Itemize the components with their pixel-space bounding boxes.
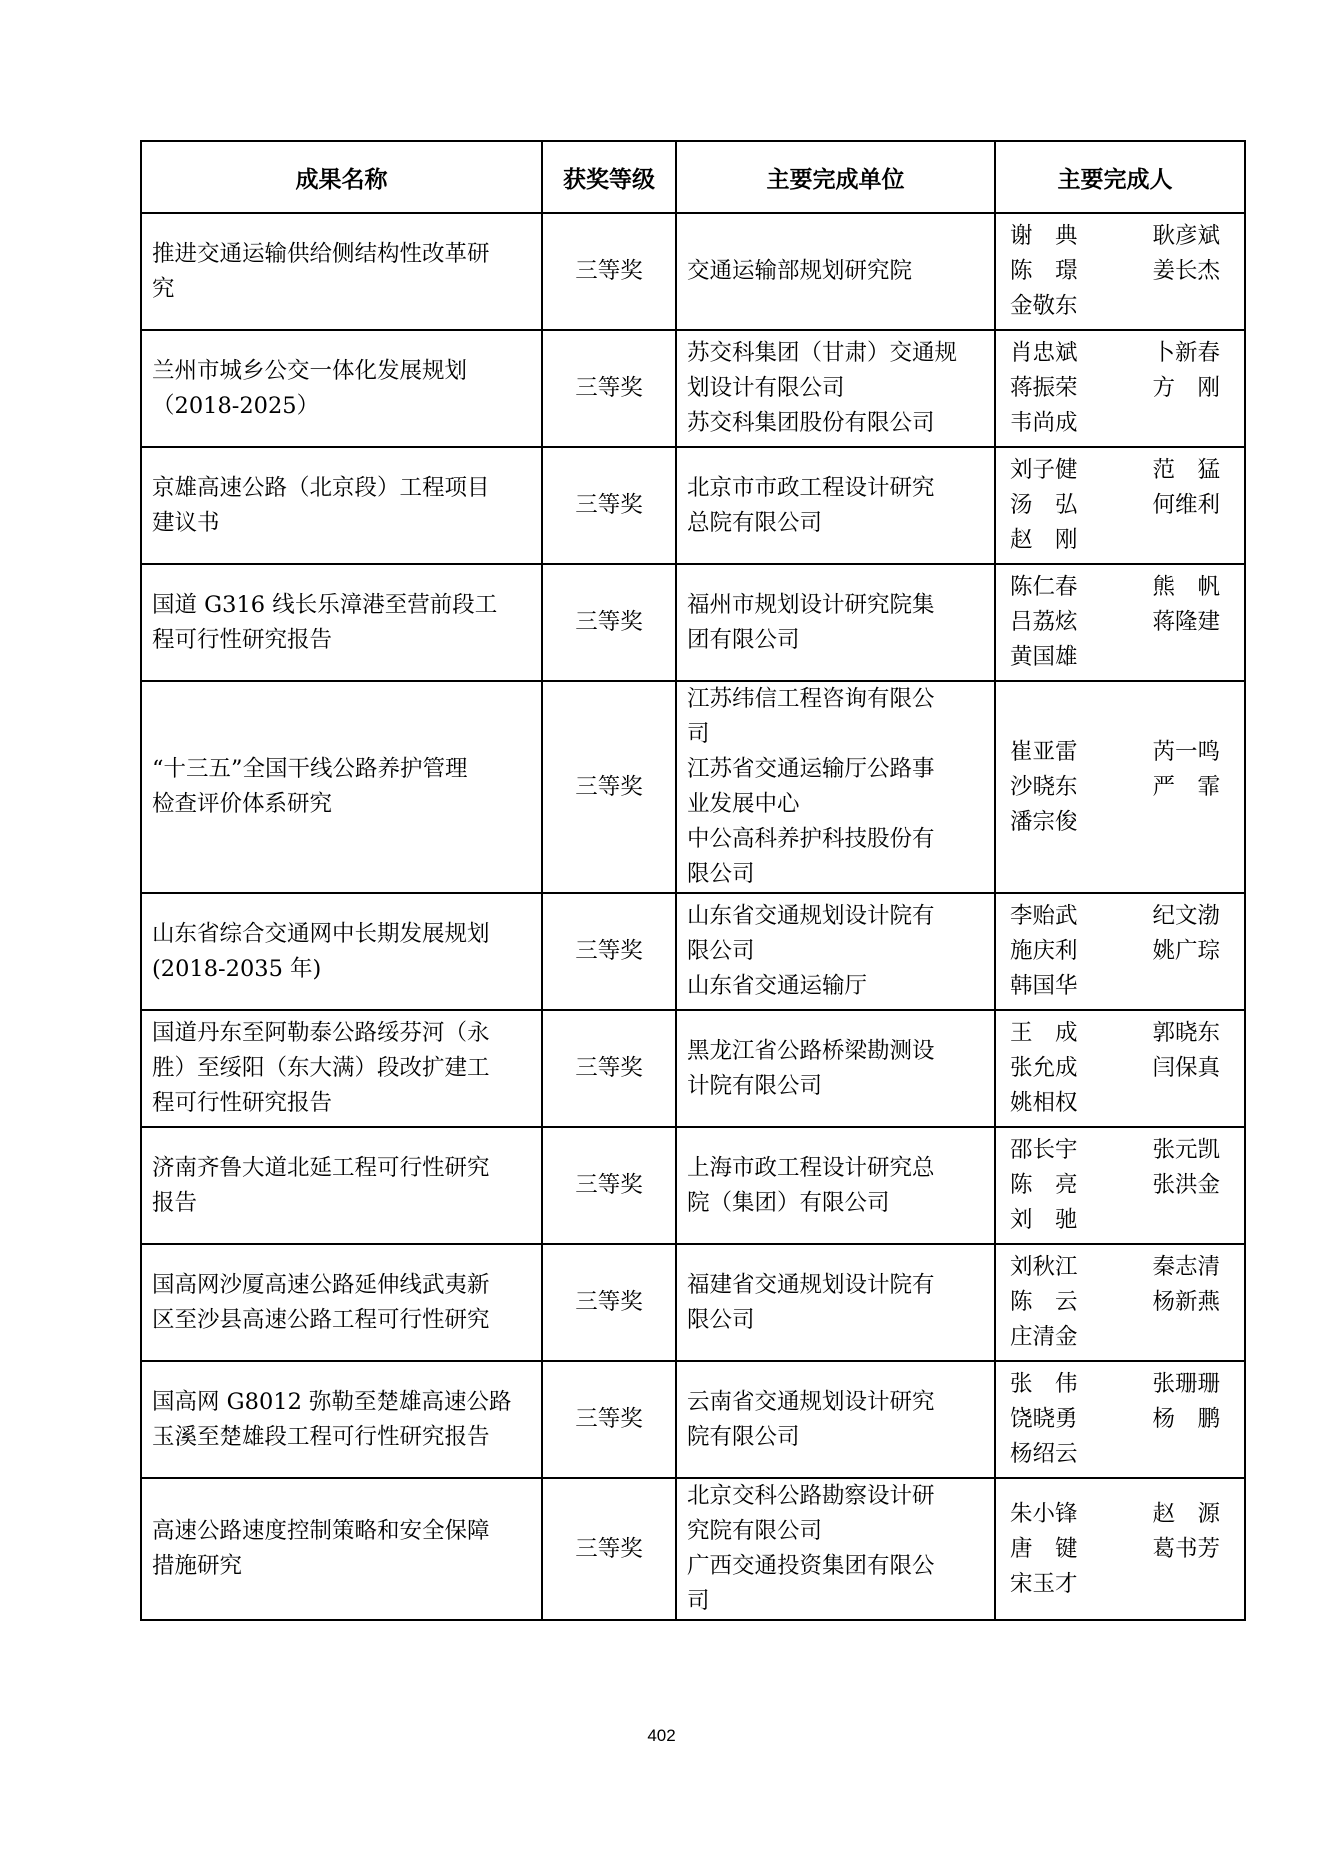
cell-project-name (141, 1010, 542, 1127)
cell-project-name (141, 681, 542, 893)
unit-line: 划设计有限公司 (687, 375, 845, 401)
cell-completing-units (676, 1127, 995, 1244)
people-line (1010, 969, 1220, 1004)
project-name-line: 国道 G316 线长乐漳港至营前段工 (152, 591, 498, 618)
person-name: 陈 云 (1010, 1289, 1078, 1315)
person-name: 饶晓勇 (1010, 1406, 1078, 1432)
unit-line: 究院有限公司 (687, 1518, 823, 1544)
people-line (1010, 289, 1220, 324)
unit-line: 苏交科集团（甘肃）交通规 (687, 340, 958, 366)
person-name: 方 刚 (1152, 375, 1220, 401)
project-name-line: 程可行性研究报告 (152, 626, 333, 653)
person-name: 闫保真 (1152, 1055, 1220, 1081)
project-name-line: 国高网 G8012 弥勒至楚雄高速公路 (152, 1388, 512, 1415)
person-name: 姚相权 (1010, 1090, 1078, 1116)
people-line (1010, 934, 1220, 969)
unit-line: 山东省交通运输厅 (687, 973, 868, 999)
people-line (1010, 1402, 1220, 1437)
person-name: 耿彦斌 (1152, 223, 1220, 249)
person-name: 金敬东 (1010, 293, 1078, 319)
table-row (141, 447, 1245, 564)
table-row (141, 330, 1245, 447)
cell-completing-units (676, 893, 995, 1010)
cell-award-level: 三等奖 (542, 1244, 676, 1361)
person-name: 秦志清 (1152, 1254, 1220, 1280)
people-line (1010, 254, 1220, 289)
table-row (141, 1361, 1245, 1478)
people-line (1010, 1016, 1220, 1051)
cell-completing-people (995, 1244, 1245, 1361)
project-name-line: 兰州市城乡公交一体化发展规划 (152, 357, 468, 384)
person-name: 张允成 (1010, 1055, 1078, 1081)
cell-completing-units (676, 1244, 995, 1361)
person-name: 葛书芳 (1152, 1535, 1220, 1562)
header-award-level: 获奖等级 (542, 141, 676, 213)
cell-completing-units (676, 681, 995, 893)
people-line (1010, 523, 1220, 558)
cell-award-level: 三等奖 (542, 1361, 676, 1478)
cell-completing-people (995, 447, 1245, 564)
people-line (1010, 640, 1220, 675)
person-name: 刘 驰 (1010, 1207, 1078, 1233)
project-name-line: 程可行性研究报告 (152, 1090, 333, 1116)
people-line (1010, 488, 1220, 523)
cell-project-name (141, 1478, 542, 1620)
person-name: 韦尚成 (1010, 410, 1078, 436)
person-name: 庄清金 (1010, 1324, 1078, 1350)
person-name: 唐 键 (1010, 1535, 1078, 1562)
person-name: 卜新春 (1152, 340, 1220, 366)
person-name: 赵 源 (1152, 1500, 1220, 1527)
person-name: 严 霏 (1152, 773, 1220, 800)
cell-project-name (141, 1244, 542, 1361)
unit-line: 上海市政工程设计研究总 (687, 1154, 935, 1181)
cell-completing-people (995, 564, 1245, 681)
table-row (141, 564, 1245, 681)
cell-completing-units (676, 1010, 995, 1127)
person-name: 杨 鹏 (1152, 1406, 1220, 1432)
unit-line: 限公司 (687, 938, 755, 964)
person-name: 韩国华 (1010, 973, 1078, 999)
unit-line: 院有限公司 (687, 1423, 800, 1450)
unit-line: 司 (687, 721, 710, 747)
cell-completing-units (676, 330, 995, 447)
person-name: 姜长杰 (1152, 258, 1220, 284)
person-name: 蒋隆建 (1152, 609, 1220, 635)
people-line (1010, 570, 1220, 605)
header-row (141, 141, 1245, 213)
unit-line: 交通运输部规划研究院 (687, 258, 913, 284)
unit-line: 计院有限公司 (687, 1072, 823, 1099)
person-name: 芮一鸣 (1152, 738, 1220, 765)
page-number: 402 (647, 1726, 676, 1745)
unit-line: 云南省交通规划设计研究 (687, 1388, 935, 1415)
table-body (141, 213, 1245, 1620)
people-line (1010, 735, 1220, 770)
project-name-line: “十三五”全国干线公路养护管理 (152, 756, 468, 782)
people-line (1010, 1320, 1220, 1355)
person-name: 宋玉才 (1010, 1570, 1078, 1597)
people-line (1010, 1250, 1220, 1285)
person-name: 张元凯 (1152, 1137, 1220, 1163)
person-name: 杨绍云 (1010, 1441, 1078, 1467)
cell-award-level: 三等奖 (542, 893, 676, 1010)
cell-completing-units (676, 1361, 995, 1478)
person-name: 王 成 (1010, 1020, 1078, 1046)
person-name: 崔亚雷 (1010, 738, 1078, 765)
header-completing-people: 主要完成人 (995, 141, 1245, 213)
table-row (141, 1010, 1245, 1127)
cell-award-level: 三等奖 (542, 330, 676, 447)
people-line (1010, 406, 1220, 441)
cell-completing-people (995, 893, 1245, 1010)
people-line (1010, 899, 1220, 934)
people-line (1010, 453, 1220, 488)
project-name-line: 国高网沙厦高速公路延伸线武夷新 (152, 1271, 490, 1298)
unit-line: 业发展中心 (687, 791, 800, 817)
project-name-line: 京雄高速公路（北京段）工程项目 (152, 474, 490, 501)
people-line (1010, 1285, 1220, 1320)
cell-completing-units (676, 447, 995, 564)
unit-line: 北京市市政工程设计研究 (687, 474, 935, 501)
table-row (141, 681, 1245, 893)
person-name: 张珊珊 (1152, 1371, 1220, 1397)
person-name: 范 猛 (1152, 457, 1220, 483)
cell-completing-people (995, 681, 1245, 893)
cell-award-level: 三等奖 (542, 213, 676, 330)
cell-project-name (141, 330, 542, 447)
unit-line: 福建省交通规划设计院有 (687, 1271, 935, 1298)
unit-line: 黑龙江省公路桥梁勘测设 (687, 1037, 935, 1064)
person-name: 赵 刚 (1010, 527, 1078, 553)
people-line (1010, 1203, 1220, 1238)
cell-project-name (141, 893, 542, 1010)
person-name: 朱小锋 (1010, 1500, 1078, 1527)
cell-completing-units (676, 1478, 995, 1620)
people-line (1010, 336, 1220, 371)
unit-line: 限公司 (687, 1306, 755, 1333)
people-line (1010, 1567, 1220, 1602)
person-name: 陈 璟 (1010, 258, 1078, 284)
header-completing-units: 主要完成单位 (676, 141, 995, 213)
unit-line: 院（集团）有限公司 (687, 1189, 890, 1216)
project-name-line: 山东省综合交通网中长期发展规划 (152, 920, 490, 947)
unit-line: 山东省交通规划设计院有 (687, 903, 935, 929)
cell-completing-units (676, 564, 995, 681)
people-line (1010, 805, 1220, 840)
person-name: 熊 帆 (1152, 574, 1220, 600)
project-name-line: 胜）至绥阳（东大满）段改扩建工 (152, 1055, 490, 1081)
cell-award-level: 三等奖 (542, 1127, 676, 1244)
project-name-line: 措施研究 (152, 1553, 243, 1579)
person-name: 郭晓东 (1152, 1020, 1220, 1046)
cell-award-level: 三等奖 (542, 1478, 676, 1620)
unit-line: 中公高科养护科技股份有 (687, 826, 935, 852)
people-line (1010, 1133, 1220, 1168)
cell-project-name (141, 1361, 542, 1478)
cell-completing-people (995, 1361, 1245, 1478)
unit-line: 总院有限公司 (687, 509, 823, 536)
project-name-line: 建议书 (152, 509, 220, 536)
unit-line: 团有限公司 (687, 626, 800, 653)
person-name: 张 伟 (1010, 1371, 1078, 1397)
cell-award-level: 三等奖 (542, 447, 676, 564)
people-line (1010, 1051, 1220, 1086)
person-name: 汤 弘 (1010, 492, 1078, 518)
cell-completing-people (995, 330, 1245, 447)
table-row (141, 1244, 1245, 1361)
unit-line: 北京交科公路勘察设计研 (687, 1483, 935, 1509)
unit-line: 广西交通投资集团有限公 (687, 1553, 935, 1579)
cell-award-level: 三等奖 (542, 564, 676, 681)
person-name: 肖忠斌 (1010, 340, 1078, 366)
project-name-line: 玉溪至楚雄段工程可行性研究报告 (152, 1423, 490, 1450)
cell-completing-people (995, 1127, 1245, 1244)
person-name: 刘子健 (1010, 457, 1078, 483)
person-name: 施庆利 (1010, 938, 1078, 964)
person-name: 何维利 (1152, 492, 1220, 518)
table-row (141, 1478, 1245, 1620)
cell-project-name (141, 564, 542, 681)
cell-project-name (141, 1127, 542, 1244)
cell-completing-people (995, 213, 1245, 330)
project-name-line: 报告 (152, 1189, 198, 1216)
header-project-name: 成果名称 (141, 141, 542, 213)
unit-line: 江苏省交通运输厅公路事 (687, 756, 935, 782)
people-line (1010, 1532, 1220, 1567)
unit-line: 司 (687, 1588, 710, 1614)
cell-award-level: 三等奖 (542, 681, 676, 893)
people-line (1010, 770, 1220, 805)
person-name: 潘宗俊 (1010, 808, 1078, 835)
unit-line: 江苏纬信工程咨询有限公 (687, 686, 935, 712)
person-name: 刘秋江 (1010, 1254, 1078, 1280)
cell-completing-people (995, 1478, 1245, 1620)
people-line (1010, 1367, 1220, 1402)
cell-award-level: 三等奖 (542, 1010, 676, 1127)
unit-line: 福州市规划设计研究院集 (687, 591, 935, 618)
project-name-line: 检查评价体系研究 (152, 791, 333, 817)
person-name: 纪文渤 (1152, 903, 1220, 929)
project-name-line: 高速公路速度控制策略和安全保障 (152, 1518, 490, 1544)
people-line (1010, 1086, 1220, 1121)
person-name: 陈仁春 (1010, 574, 1078, 600)
person-name: 黄国雄 (1010, 644, 1078, 670)
project-name-line: 国道丹东至阿勒泰公路绥芬河（永 (152, 1020, 490, 1046)
cell-completing-people (995, 1010, 1245, 1127)
people-line (1010, 371, 1220, 406)
person-name: 张洪金 (1152, 1172, 1220, 1198)
person-name: 吕荔炫 (1010, 609, 1078, 635)
cell-completing-units (676, 213, 995, 330)
cell-project-name (141, 213, 542, 330)
person-name: 杨新燕 (1152, 1289, 1220, 1315)
person-name: 谢 典 (1010, 223, 1078, 249)
project-name-line: 区至沙县高速公路工程可行性研究 (152, 1306, 490, 1333)
person-name: 姚广琮 (1152, 938, 1220, 964)
award-table (140, 140, 1246, 1621)
project-name-line: （2018-2025） (152, 392, 320, 419)
project-name-line: 推进交通运输供给侧结构性改革研 (152, 240, 490, 267)
people-line (1010, 1497, 1220, 1532)
person-name: 邵长宇 (1010, 1137, 1078, 1163)
person-name: 沙晓东 (1010, 773, 1078, 800)
project-name-line: (2018-2035 年) (152, 955, 322, 982)
person-name: 陈 亮 (1010, 1172, 1078, 1198)
project-name-line: 究 (152, 275, 175, 302)
people-line (1010, 1437, 1220, 1472)
person-name: 蒋振荣 (1010, 375, 1078, 401)
cell-project-name (141, 447, 542, 564)
unit-line: 苏交科集团股份有限公司 (687, 410, 935, 436)
people-line (1010, 605, 1220, 640)
table-row (141, 1127, 1245, 1244)
table-row (141, 213, 1245, 330)
people-line (1010, 1168, 1220, 1203)
unit-line: 限公司 (687, 861, 755, 887)
project-name-line: 济南齐鲁大道北延工程可行性研究 (152, 1154, 490, 1181)
people-line (1010, 219, 1220, 254)
person-name: 李贻武 (1010, 903, 1078, 929)
table-row (141, 893, 1245, 1010)
